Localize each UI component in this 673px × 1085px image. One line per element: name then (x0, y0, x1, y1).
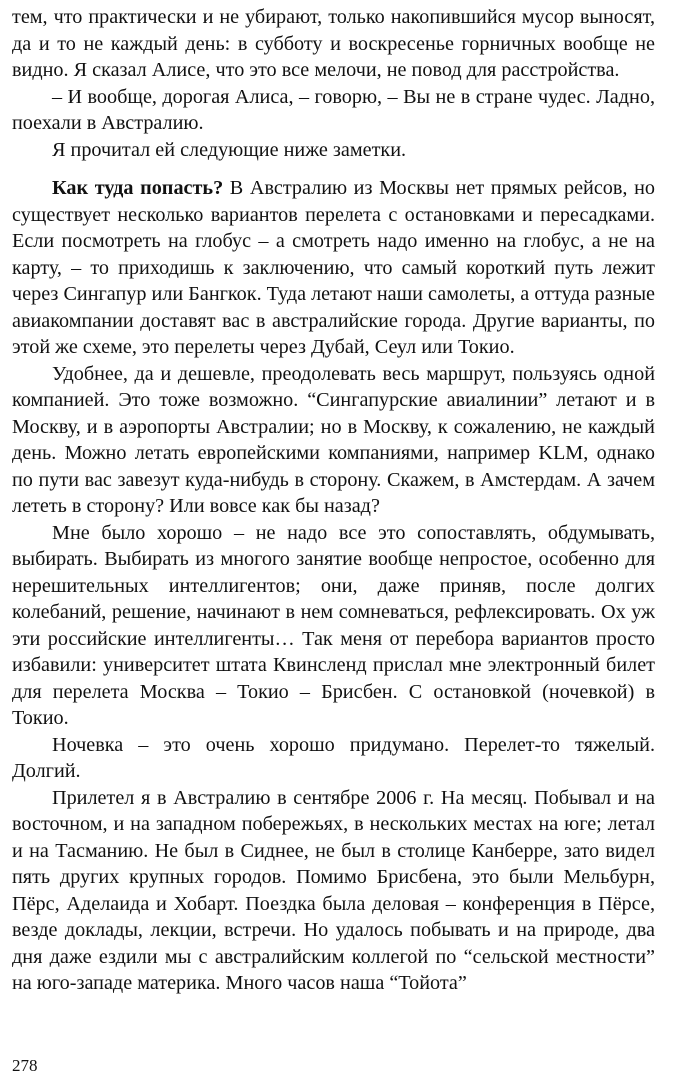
paragraph-section-start (12, 175, 655, 361)
body-text (12, 4, 655, 997)
paragraph: Прилетел я в Австралию в сентябре 2006 г. На месяц. Побывал и на восточном, и на западном побережьях, в нескольких местах на юге; летал и на Тасманию. Не был в Сиднее, не был в столице Канберре, зато видел пять других крупных городов. Помимо Брисбена, это были Мельбурн, Пёрс, Аделаида и Хобарт. Поездка была деловая – конференция в Пёрсе, везде доклады, лекции, встречи. Но удалось побывать и на природе, два дня даже ездили мы с австралийским коллегой по “сельской местности” на юго-западе материка. Много часов наша “Тойота” (12, 786, 655, 994)
page-number: 278 (12, 1056, 38, 1075)
paragraph-continued: тем, что практически и не убирают, только накопившийся мусор выносят, да и то не каждый день: в субботу и воскресенье горничных вообще не видно. Я сказал Алисе, что это все мелочи, не повод для расстройства. (12, 6, 655, 81)
section-lead-heading: Как туда попасть? (52, 177, 224, 199)
paragraph-dialogue: – И вообще, дорогая Алиса, – говорю, – Вы не в стране чудес. Ладно, поехали в Австралию. (12, 85, 655, 134)
paragraph-text: В Австралию из Москвы нет прямых рейсов, но существует несколько вариантов перелета с остановками и пересадками. Если посмотреть на глобус – а смотреть надо именно на глобус, а не на карту, – то приходишь к заключению, что самый короткий путь лежит через Сингапур или Бангкок. Туда летают наши самолеты, а оттуда разные авиакомпании доставят вас в австралийские города. Другие варианты, по этой же схеме, это перелеты через Дубай, Сеул или Токио. (12, 177, 655, 358)
paragraph: Удобнее, да и дешевле, преодолевать весь маршрут, пользуясь одной компанией. Это тоже возможно. “Сингапурские авиалинии” летают и в Москву, и в аэропорты Австралии; но в Москву, к сожалению, не каждый день. Можно летать европейскими компаниями, например KLM, однако по пути вас завезут куда-нибудь в сторону. Скажем, в Амстердам. А зачем лететь в сторону? Или вовсе как бы назад? (12, 362, 655, 517)
paragraph: Ночевка – это очень хорошо придумано. Перелет-то тяжелый. Долгий. (12, 733, 655, 782)
paragraph: Я прочитал ей следующие ниже заметки. (52, 138, 407, 161)
paragraph: Мне было хорошо – не надо все это сопоставлять, обдумывать, выбирать. Выбирать из многого занятие вообще непростое, особенно для нерешительных интеллигентов; они, даже приняв, после долгих колебаний, решение, начинают в нем сомневаться, рефлексировать. Ох уж эти российские интеллигенты… Так меня от перебора вариантов просто избавили: университет штата Квинсленд прислал мне электронный билет для перелета Москва – Токио – Брисбен. С остановкой (ночевкой) в Токио. (12, 521, 655, 729)
